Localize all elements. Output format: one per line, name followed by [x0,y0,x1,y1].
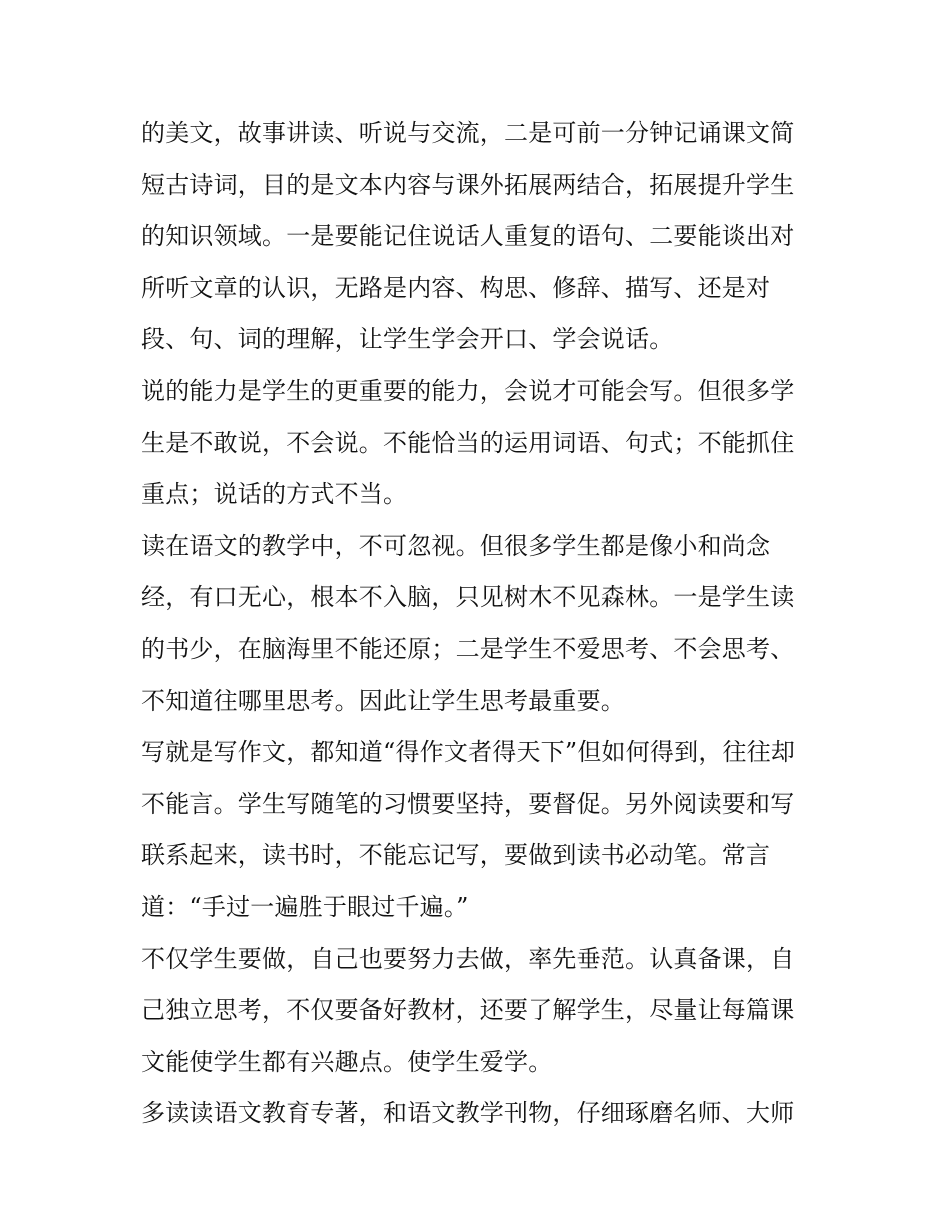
text-line: 不仅学生要做，自己也要努力去做，率先垂范。认真备课，自 [141,944,795,973]
text-line: 重点；说话的方式不当。 [141,480,408,509]
body-text [141,108,813,1140]
text-line: 道：“手过一遍胜于眼过千遍。” [141,892,469,921]
text-line: 的书少，在脑海里不能还原；二是学生不爱思考、不会思考、 [141,634,795,663]
text-line: 段、句、词的理解，让学生学会开口、学会说话。 [141,325,674,354]
text-line: 读在语文的教学中，不可忽视。但很多学生都是像小和尚念 [141,531,771,560]
text-line: 多读读语文教育专著，和语文教学刊物，仔细琢磨名师、大师 [141,1099,795,1128]
text-line: 所听文章的认识，无路是内容、构思、修辞、描写、还是对 [141,273,771,302]
text-line: 文能使学生都有兴趣点。使学生爱学。 [141,1047,553,1076]
text-line: 联系起来，读书时，不能忘记写，要做到读书必动笔。常言 [141,841,771,870]
text-line: 不能言。学生写随笔的习惯要坚持，要督促。另外阅读要和写 [141,789,795,818]
text-line: 短古诗词，目的是文本内容与课外拓展两结合，拓展提升学生 [141,170,795,199]
text-line: 说的能力是学生的更重要的能力，会说才可能会写。但很多学 [141,376,795,405]
text-line: 己独立思考，不仅要备好教材，还要了解学生，尽量让每篇课 [141,996,795,1025]
text-line: 生是不敢说，不会说。不能恰当的运用词语、句式；不能抓住 [141,428,795,457]
text-line: 的知识领域。一是要能记住说话人重复的语句、二要能谈出对 [141,222,795,251]
text-line: 不知道往哪里思考。因此让学生思考最重要。 [141,686,625,715]
text-line: 写就是写作文，都知道“得作文者得天下”但如何得到，往往却 [141,738,796,767]
text-line: 的美文，故事讲读、听说与交流，二是可前一分钟记诵课文简 [141,119,795,147]
text-line: 经，有口无心，根本不入脑，只见树木不见森林。一是学生读 [141,583,795,612]
